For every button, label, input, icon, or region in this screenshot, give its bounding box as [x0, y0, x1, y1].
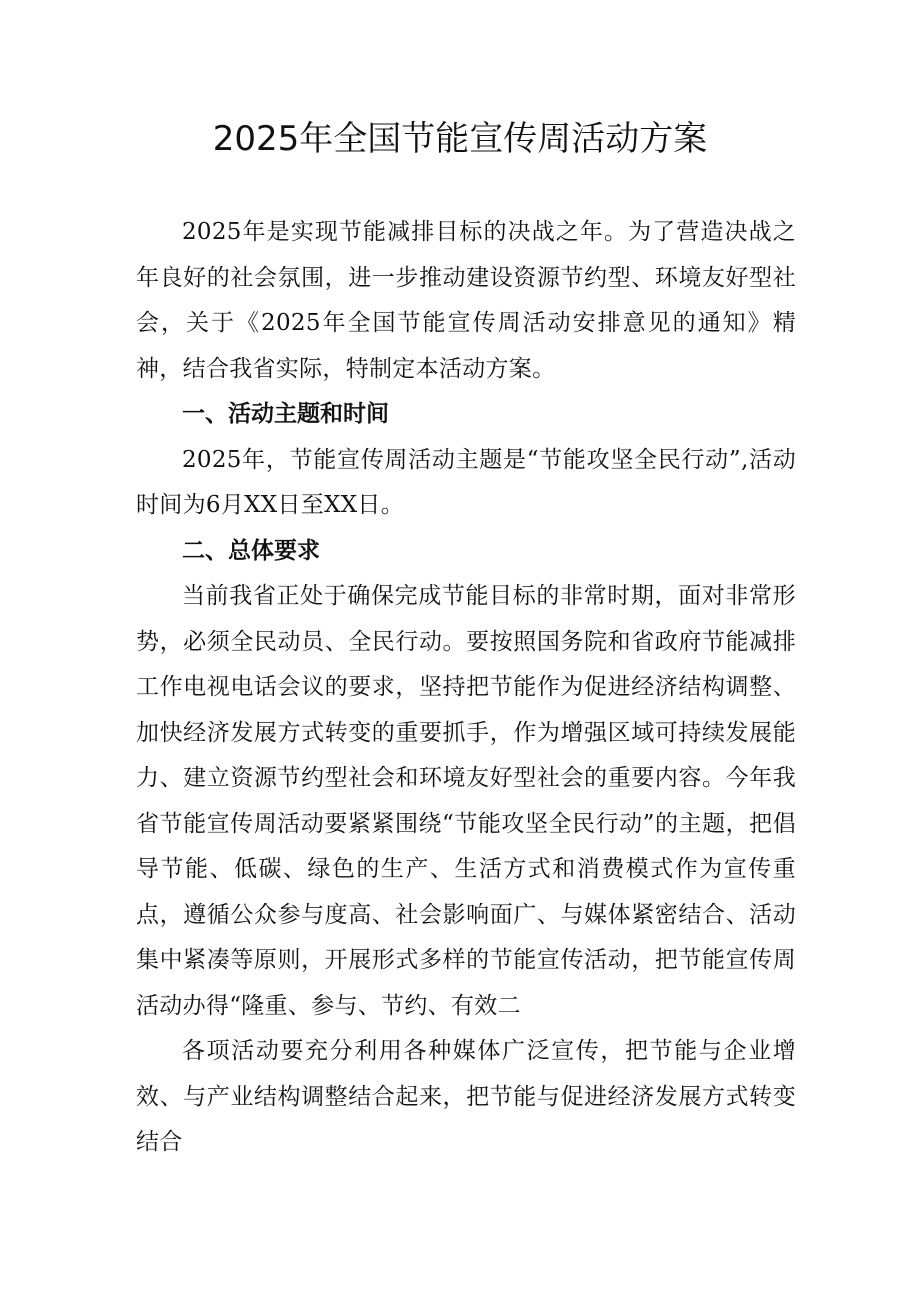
- requirements-paragraph: 当前我省正处于确保完成节能目标的非常时期，面对非常形势，必须全民动员、全民行动。要按照国务院和省政府节能减排工作电视电话会议的要求，坚持把节能作为促进经济结构调整、加快经济发展方式转变的重要抓手，作为增强区域可持续发展能力、建立资源节约型社会和环境友好型社会的重要内容。今年我省节能宣传周活动要紧紧围绕“节能攻坚全民行动”的主题，把倡导节能、低碳、绿色的生产、生活方式和消费模式作为宣传重点，遵循公众参与度高、社会影响面广、与媒体紧密结合、活动集中紧凑等原则，开展形式多样的节能宣传活动，把节能宣传周活动办得“隆重、参与、节约、有效二: [136, 583, 796, 1019]
- document-body: [136, 210, 796, 1166]
- section-heading-theme-and-time: 一、活动主题和时间: [182, 401, 389, 427]
- section-heading-general-requirements: 二、总体要求: [182, 537, 320, 564]
- media-paragraph: 各项活动要充分利用各种媒体广泛宣传，把节能与企业增效、与产业结构调整结合起来，把节能与促进经济发展方式转变结合: [136, 1038, 796, 1155]
- document-title: 2025年全国节能宣传周活动方案: [212, 119, 708, 159]
- intro-paragraph: 2025年是实现节能减排目标的决战之年。为了营造决战之年良好的社会氛围，进一步推动建设资源节约型、环境友好型社会，关于《2025年全国节能宣传周活动安排意见的通知》精神，结合我省实际，特制定本活动方案。: [136, 219, 796, 382]
- theme-paragraph: 2025年，节能宣传周活动主题是“节能攻坚全民行动”,活动时间为6月XX日至XX日。: [136, 446, 796, 518]
